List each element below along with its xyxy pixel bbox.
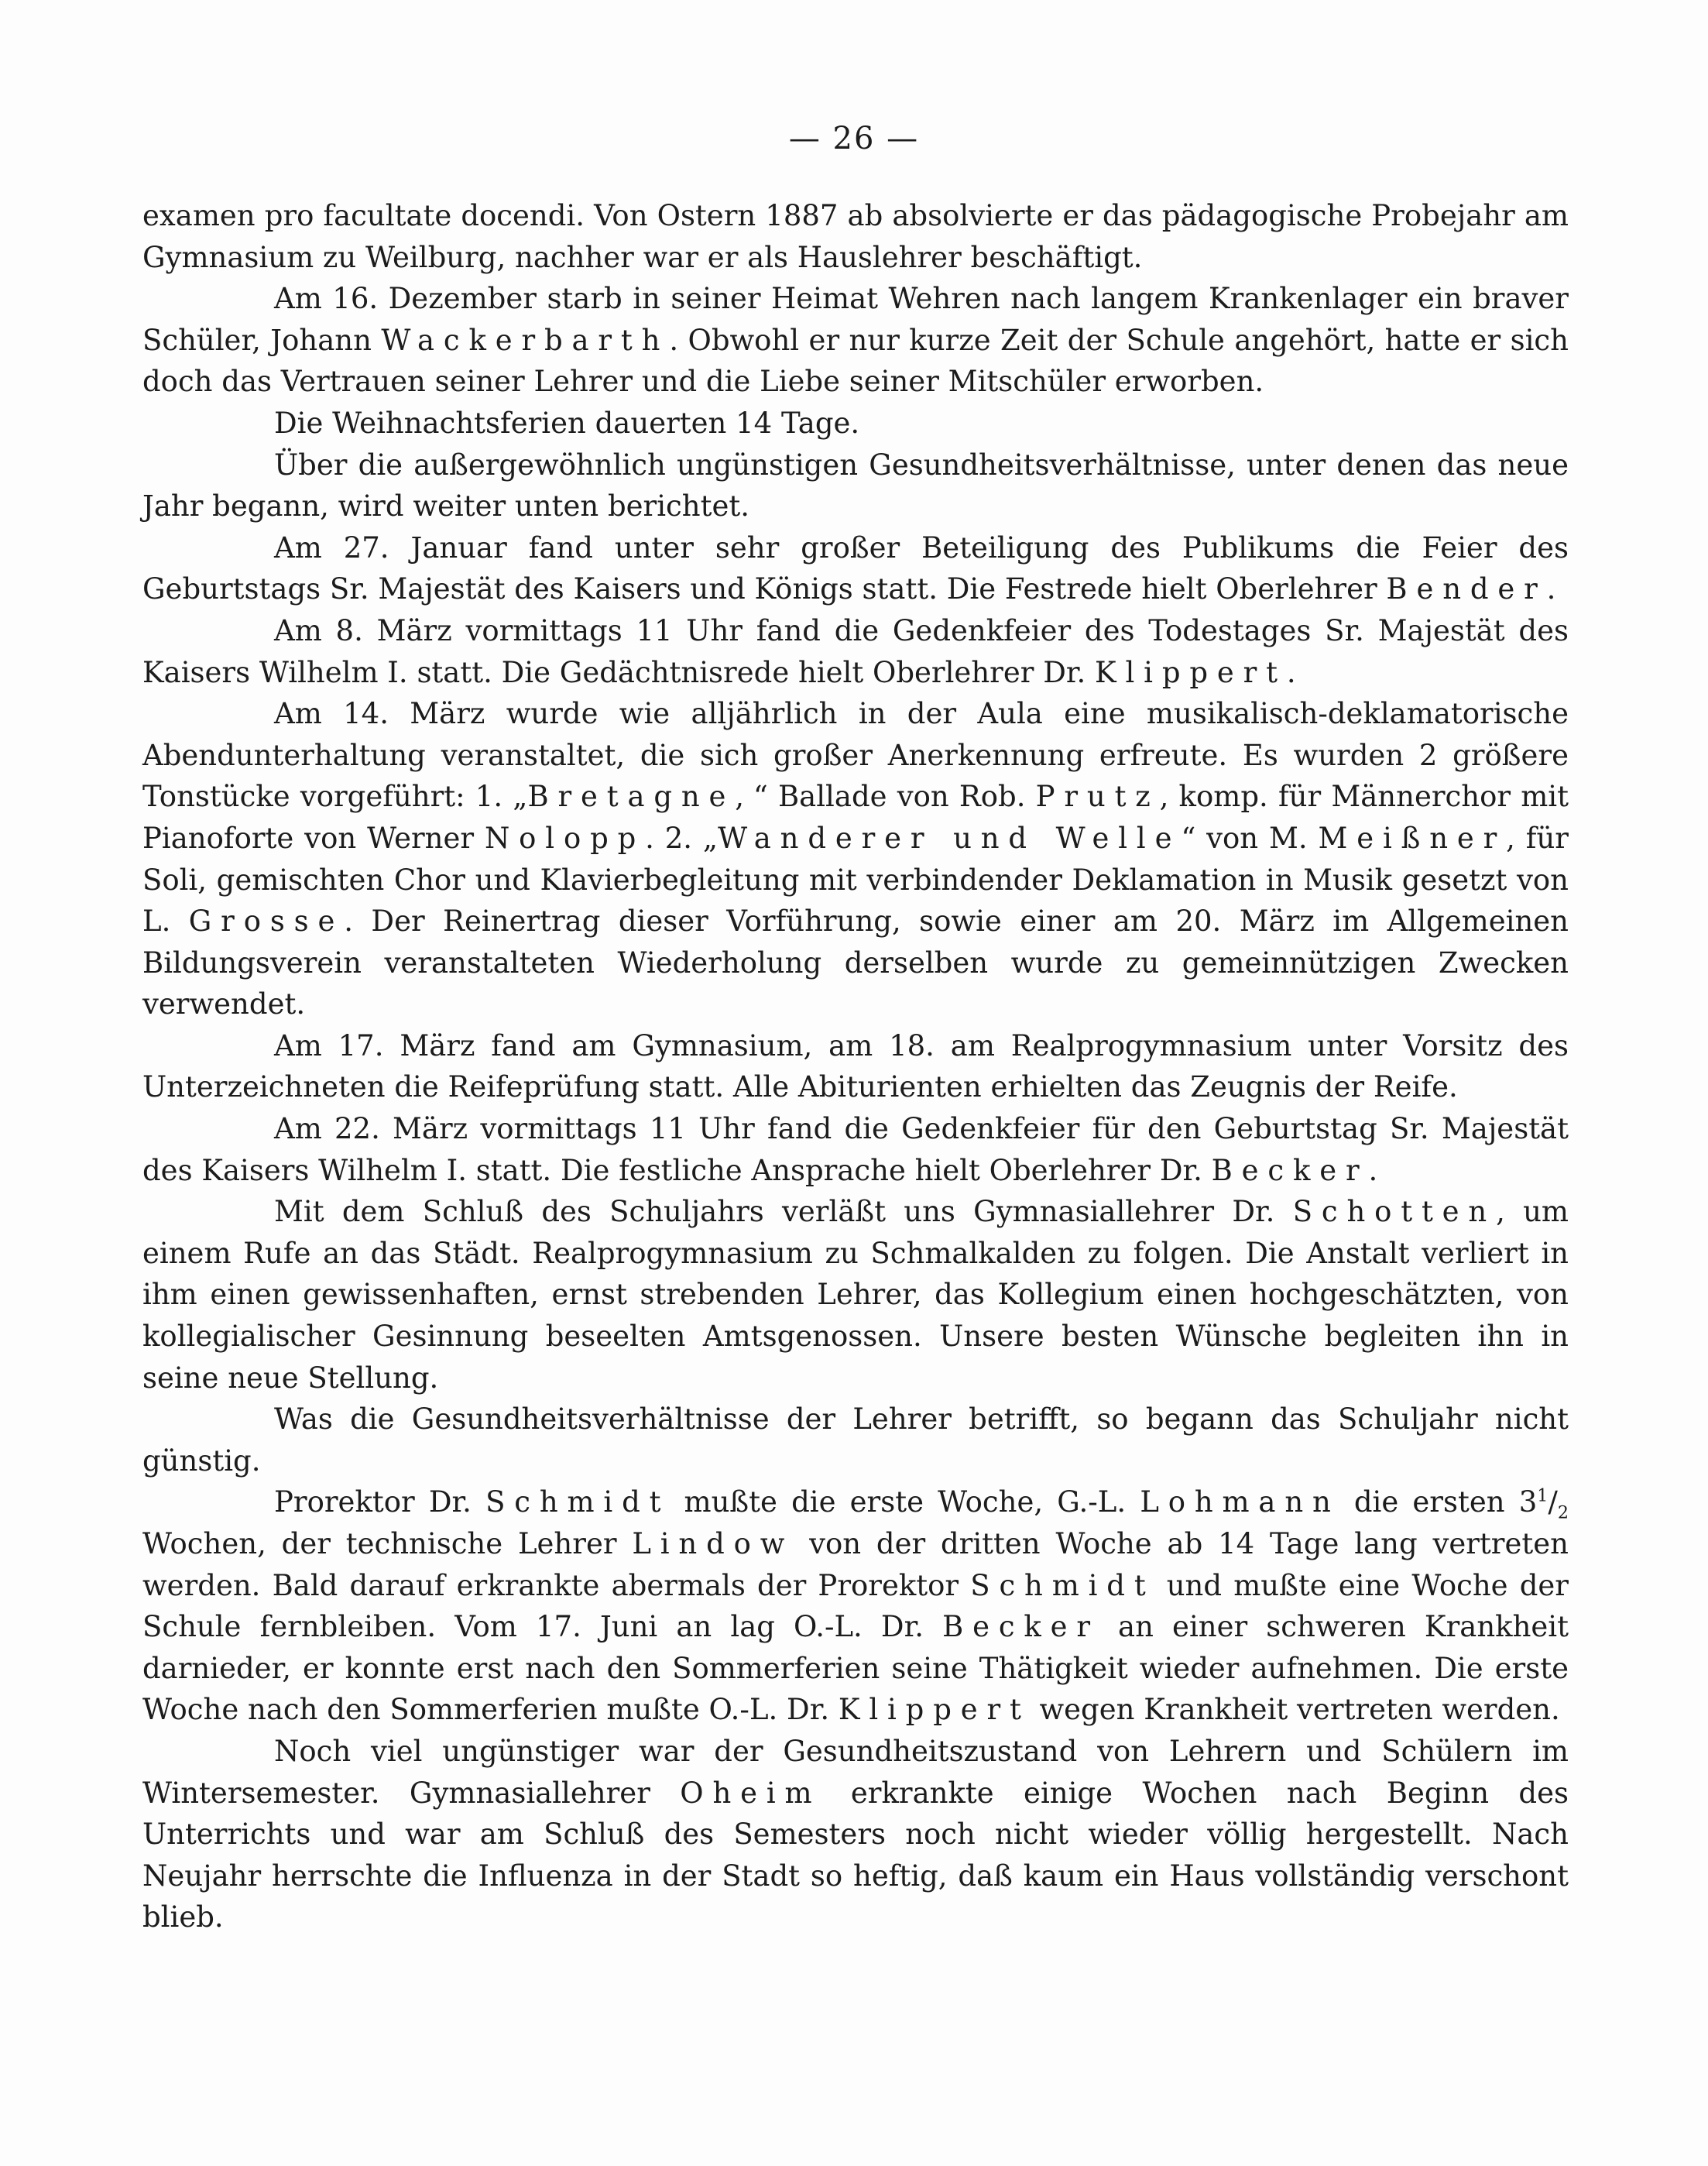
- paragraph-geburtstag-kaiser: [142, 527, 1569, 610]
- spaced-name: Lohmann: [1140, 1485, 1340, 1519]
- paragraph-gedenkfeier-geburtstag: [142, 1108, 1569, 1191]
- text-run: Über die außergewöhnlich ungünstigen Gesundheitsverhältnisse, unter denen das neue Jahr begann, wird weiter unten berichtet.: [142, 448, 1569, 523]
- text-run: . Obwohl er nur kurze Zeit der Schule angehört, hatte er sich doch das Vertrauen seiner Lehrer und die Liebe seiner Mitschüler erworben.: [142, 323, 1569, 399]
- text-run: examen pro facultate docendi. Von Ostern 1887 ab absolvierte er das pädagogische Probejahr am Gymnasium zu Weilburg, nachher war er als Hauslehrer beschäftigt.: [142, 199, 1569, 274]
- body-text: [142, 195, 1569, 1938]
- text-run: .: [1546, 572, 1556, 606]
- text-run: Am 22. März vormittags 11 Uhr fand die Gedenkfeier für den Geburtstag Sr. Majestät des Kaisers Wilhelm I. statt. Die festliche Ansprache hielt Oberlehrer Dr.: [142, 1112, 1569, 1187]
- fraction-denominator: 2: [1557, 1502, 1569, 1523]
- paragraph-wintersemester: [142, 1731, 1569, 1938]
- text-run: wegen Krankheit vertreten werden.: [1030, 1693, 1560, 1727]
- text-run: und mußte eine Woche der Schule fernbleiben. Vom 17. Juni an lag O.-L. Dr.: [142, 1568, 1569, 1644]
- text-run: Am 17. März fand am Gymnasium, am 18. am Realprogymnasium unter Vorsitz des Unterzeichneten die Reifeprüfung statt. Alle Abiturienten erhielten das Zeugnis der Reife.: [142, 1028, 1569, 1104]
- paragraph-abendunterhaltung: [142, 693, 1569, 1025]
- spaced-name: Prutz: [1035, 780, 1160, 814]
- paragraph-wackerbarth: [142, 278, 1569, 403]
- spaced-name: Lindow: [632, 1527, 794, 1560]
- spaced-name: Nolopp: [484, 821, 646, 855]
- text-run: mußte die erste Woche, G.-L.: [670, 1485, 1140, 1519]
- spaced-name: Klippert: [1095, 655, 1287, 689]
- spaced-title: Bretagne,: [527, 780, 753, 814]
- spaced-name: Schmidt: [485, 1485, 671, 1519]
- paragraph-gesundheit-lehrer: [142, 1399, 1569, 1481]
- paragraph-weihnachtsferien: [142, 403, 1569, 445]
- text-run: die ersten 3: [1339, 1485, 1538, 1519]
- paragraph-vertretungen: [142, 1481, 1569, 1731]
- text-run: .: [1286, 655, 1296, 689]
- text-run: Am 16. Dezember starb in seiner Heimat Wehren nach langem Krankenlager ein braver Schüler, Johann: [142, 282, 1569, 357]
- spaced-name: Becker: [1211, 1153, 1369, 1187]
- text-run: , komp. für Männerchor mit Pianoforte von Werner: [142, 780, 1569, 855]
- text-run: , um einem Rufe an das Städt. Realprogymnasium zu Schmalkalden zu folgen. Die Anstalt verliert in ihm einen gewissenhaften, ernst strebenden Lehrer, das Kollegium einen hochgeschätzten, von kollegialischer Gesinnung beseelten Amtsgenossen. Unsere besten Wünsche begleiten ihn in seine neue Stellung.: [142, 1195, 1569, 1395]
- text-run: an einer schweren Krankheit darnieder, er konnte erst nach den Sommerferien seine Thätigkeit wieder aufnehmen. Die erste Woche nach den Sommerferien mußte O.-L. Dr.: [142, 1610, 1569, 1727]
- spaced-name: Grosse: [188, 905, 345, 939]
- spaced-name: Meißner: [1318, 821, 1507, 855]
- paragraph-todestag: [142, 610, 1569, 693]
- paragraph-schotten: [142, 1191, 1569, 1399]
- text-run: .: [1368, 1153, 1378, 1187]
- spaced-name: Schmidt: [970, 1568, 1155, 1602]
- spaced-name: Klippert: [838, 1693, 1031, 1727]
- paragraph-gesundheit-intro: [142, 445, 1569, 527]
- text-run: Die Weihnachtsferien dauerten 14 Tage.: [274, 406, 860, 440]
- text-run: Am 14. März wurde wie alljährlich in der Aula eine musikalisch-deklamatorische Abendunterhaltung veranstaltet, die sich großer Anerkennung erfreute. Es wurden 2 größere Tonstücke vorgeführt: 1. „: [142, 697, 1569, 814]
- text-run: . 2. „: [645, 821, 719, 855]
- text-run: Am 27. Januar fand unter sehr großer Beteiligung des Publikums die Feier des Geburtstags Sr. Majestät des Kaisers und Königs statt. Die Festrede hielt Oberlehrer: [142, 530, 1569, 606]
- text-run: von der dritten Woche ab 14 Tage lang vertreten werden. Bald darauf erkrankte abermals der Prorektor: [142, 1527, 1569, 1602]
- text-run: , für Soli, gemischten Chor und Klavierbegleitung mit verbindender Deklamation in Musik gesetzt von L.: [142, 821, 1569, 939]
- text-run: Wochen, der technische Lehrer: [142, 1527, 633, 1560]
- text-run: Was die Gesundheitsverhältnisse der Lehrer betrifft, so begann das Schuljahr nicht günstig.: [142, 1402, 1569, 1478]
- spaced-name: Wackerbarth: [381, 323, 670, 357]
- text-run: . Der Reinertrag dieser Vorführung, sowie einer am 20. März im Allgemeinen Bildungsverein veranstalteten Wiederholung derselben wurde zu gemeinnützigen Zwecken verwendet.: [142, 905, 1569, 1021]
- spaced-name: Bender: [1386, 572, 1547, 606]
- spaced-name: Becker: [942, 1610, 1099, 1644]
- text-run: Mit dem Schluß des Schuljahrs verläßt uns Gymnasiallehrer Dr.: [274, 1195, 1293, 1229]
- fraction-slash: /: [1548, 1485, 1558, 1519]
- spaced-name: Schotten: [1292, 1195, 1497, 1229]
- text-run: erkrankte einige Wochen nach Beginn des Unterrichts und war am Schluß des Semesters noch nicht wieder völlig hergestellt. Nach Neujahr herrschte die Influenza in der Stadt so heftig, daß kaum ein Haus vollständig verschont blieb.: [142, 1776, 1569, 1934]
- text-run: “ von M.: [1181, 821, 1319, 855]
- text-run: Noch viel ungünstiger war der Gesundheitszustand von Lehrern und Schülern im Wintersemester. Gymnasiallehrer: [142, 1734, 1569, 1810]
- fraction-numerator: 1: [1537, 1486, 1549, 1507]
- spaced-name: Oheim: [680, 1776, 821, 1810]
- spaced-title: Wanderer und Welle: [718, 821, 1182, 855]
- paragraph-reifepruefung: [142, 1025, 1569, 1108]
- text-run: Am 8. März vormittags 11 Uhr fand die Gedenkfeier des Todestages Sr. Majestät des Kaisers Wilhelm I. statt. Die Gedächtnisrede hielt Oberlehrer Dr.: [142, 613, 1569, 689]
- paragraph-probejahr: [142, 195, 1569, 278]
- page-number: — 26 —: [788, 121, 920, 156]
- text-run: “ Ballade von Rob.: [753, 780, 1036, 814]
- text-run: Prorektor Dr.: [274, 1485, 486, 1519]
